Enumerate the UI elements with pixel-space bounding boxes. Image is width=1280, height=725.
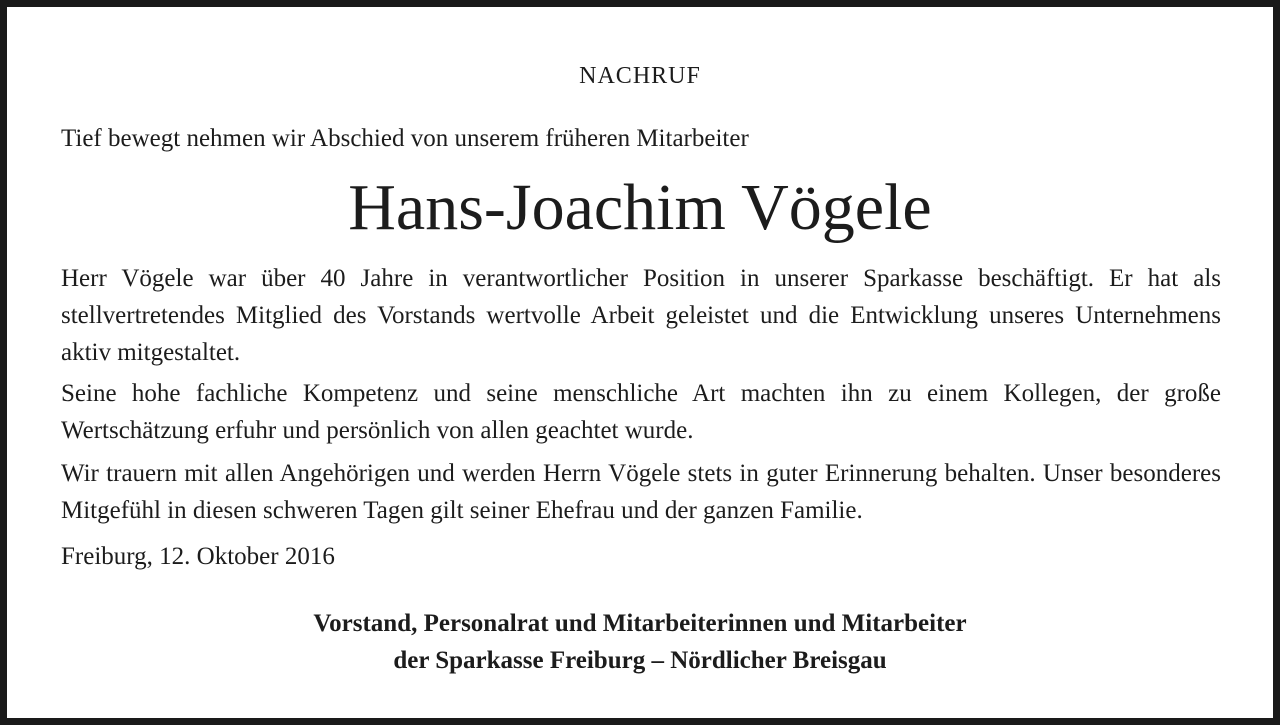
paragraph-condolence: Wir trauern mit allen Angehörigen und werden Herrn Vögele stets in guter Erinnerung behalten. Unser besonderes Mitgefühl in diesen schweren Tagen gilt seiner Ehefrau und der ganzen Familie. [61,460,1221,524]
deceased-name: Hans-Joachim Vögele [348,171,932,244]
signature-line: Vorstand, Personalrat und Mitarbeiterinnen und Mitarbeiter [313,610,967,637]
signature-line: der Sparkasse Freiburg – Nördlicher Breisgau [393,647,887,674]
place-date: Freiburg, 12. Oktober 2016 [61,543,335,570]
signature-block [7,605,1273,679]
paragraph-character: Seine hohe fachliche Kompetenz und seine menschliche Art machten ihn zu einem Kollegen, der große Wertschätzung erfuhr und persönlich von allen geachtet wurde. [61,380,1221,444]
intro-line: Tief bewegt nehmen wir Abschied von unserem früheren Mitarbeiter [61,125,749,152]
paragraph-career: Herr Vögele war über 40 Jahre in verantwortlicher Position in unserer Sparkasse beschäftigt. Er hat als stellvertretendes Mitglied des Vorstands wertvolle Arbeit geleistet und die Entwicklung unseres Unternehmens aktiv mitgestaltet. [61,265,1221,366]
notice-heading: NACHRUF [579,63,701,89]
